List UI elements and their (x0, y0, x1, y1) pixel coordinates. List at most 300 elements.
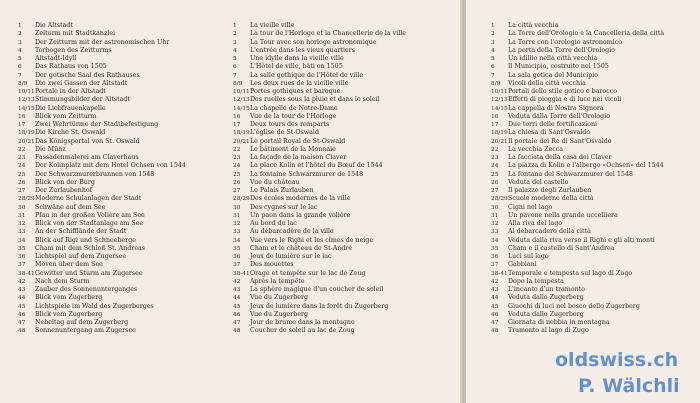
caption-text: La porta della Torre dell'Orologio (508, 46, 615, 54)
caption-number: 34 (491, 237, 499, 244)
caption-number: 6 (491, 64, 495, 71)
caption-number: 37 (233, 262, 241, 269)
watermark-author: P. Wälchli (578, 375, 680, 397)
caption-item (18, 237, 186, 245)
caption-number: 22 (233, 146, 241, 153)
caption-item (18, 138, 186, 146)
caption-text: Vue vers le Righi et les cîmes de neige (250, 236, 374, 244)
caption-item (491, 154, 664, 162)
caption-item (491, 179, 664, 187)
caption-item (233, 96, 406, 104)
caption-item (18, 146, 186, 154)
caption-number: 5 (491, 56, 495, 62)
caption-text: Stimmungsbilder der Altstadt (35, 96, 130, 104)
caption-number: 43 (18, 287, 26, 293)
caption-item (18, 278, 186, 286)
caption-number: 46 (233, 311, 241, 318)
caption-number: 7 (233, 72, 237, 79)
caption-text: Vue du château (250, 178, 300, 186)
caption-number: 24 (233, 163, 241, 170)
caption-text: Blick vom Zeitturm (35, 112, 97, 120)
caption-item (491, 195, 664, 203)
caption-item (491, 171, 664, 179)
caption-item (18, 253, 186, 261)
caption-text: La città vecchia (508, 22, 559, 29)
caption-item (491, 212, 664, 220)
caption-number: 18/19 (233, 130, 250, 137)
caption-text: La salle gothique de l'Hôtel de ville (250, 71, 364, 79)
caption-text: La chapelle de Notre-Dame (250, 104, 338, 112)
caption-text: Gewitter und Sturm am Zugersee (35, 269, 143, 277)
caption-item (491, 245, 664, 253)
caption-number: 42 (491, 278, 499, 285)
caption-item (233, 220, 406, 228)
caption-number: 12/13 (18, 97, 35, 104)
caption-item (233, 261, 406, 269)
caption-item (233, 30, 406, 38)
caption-number: 31 (491, 212, 499, 219)
caption-item (18, 39, 186, 47)
caption-number: 30 (18, 204, 26, 211)
caption-number: 24 (18, 163, 26, 170)
caption-item (233, 204, 406, 212)
caption-text: Cham e il castello di Sant'Andrea (508, 244, 615, 252)
caption-item (18, 154, 186, 162)
german-captions-list (18, 22, 186, 336)
caption-text: Vue du Zugerberg (250, 310, 309, 318)
caption-text: Jeux de lumière dans la forêt du Zugerberg (250, 302, 389, 310)
caption-number: 45 (233, 303, 241, 310)
caption-item (233, 253, 406, 261)
caption-text: Moderne Schulanlagen der Stadt (35, 195, 142, 203)
caption-number: 22 (18, 146, 26, 153)
caption-number: 37 (491, 262, 499, 269)
caption-number: 42 (18, 278, 26, 285)
caption-number: 35 (18, 245, 26, 252)
caption-text: L'incanto d'un tramonto (508, 286, 585, 293)
caption-item (233, 72, 406, 80)
caption-item (491, 162, 664, 170)
caption-item (233, 212, 406, 220)
caption-text: Portale in der Altstadt (35, 88, 106, 95)
caption-number: 10/11 (18, 89, 35, 95)
caption-number: 32 (491, 221, 499, 227)
caption-item (233, 303, 406, 311)
caption-text: Un pavone nella grande uccelliera (508, 211, 618, 219)
caption-item (491, 228, 664, 236)
caption-item (18, 294, 186, 302)
watermark-site: oldswiss.ch (555, 349, 679, 371)
caption-item (491, 96, 664, 104)
caption-number: 6 (18, 64, 22, 71)
caption-item (491, 121, 664, 129)
caption-item (18, 162, 186, 170)
caption-number: 17 (491, 122, 499, 128)
caption-item (18, 105, 186, 113)
caption-text: Le Palais Zurlauben (250, 187, 314, 194)
caption-text: Cigni nel lago (508, 203, 553, 211)
caption-number: 25 (18, 171, 26, 178)
caption-number: 7 (18, 72, 22, 79)
caption-item (233, 311, 406, 319)
caption-number: 5 (233, 56, 237, 62)
caption-text: Lichtspiel auf dem Zugersee (35, 253, 127, 260)
caption-number: 38-41 (233, 270, 250, 277)
caption-number: 36 (233, 254, 241, 260)
caption-text: Der Zurlaubenhof (35, 187, 93, 194)
caption-text: Luci sul lago (508, 253, 549, 260)
caption-text: Au débarcadère de la ville (250, 228, 334, 236)
caption-item (491, 220, 664, 228)
caption-number: 46 (491, 311, 499, 318)
caption-number: 23 (18, 155, 26, 161)
caption-number: 10/11 (233, 89, 250, 95)
caption-text: An der Schifflände der Stadt (35, 228, 127, 236)
caption-text: Zauber des Sonnenunterganges (35, 286, 138, 293)
caption-text: Veduta del castello (508, 178, 569, 186)
caption-item (233, 138, 406, 146)
caption-number: 2 (18, 31, 22, 38)
caption-number: 4 (18, 47, 22, 54)
caption-text: Der Zeitturm mit der astronomischen Uhr (35, 38, 170, 46)
caption-item (18, 319, 186, 327)
caption-number: 44 (18, 295, 26, 302)
caption-item (491, 105, 664, 113)
caption-number: 17 (233, 122, 241, 128)
caption-text: Effetti di pioggia e di luce nei vicoli (508, 96, 622, 104)
caption-number: 1 (491, 23, 495, 29)
caption-item (18, 72, 186, 80)
caption-number: 31 (18, 212, 26, 219)
caption-item (491, 72, 664, 80)
caption-item (233, 113, 406, 121)
caption-number: 14/15 (233, 105, 250, 112)
caption-number: 3 (233, 39, 237, 46)
caption-text: Nebeltag auf dem Zugerberg (35, 319, 129, 326)
caption-text: La Torre con l'orologio astronomico (508, 38, 623, 46)
caption-item (18, 303, 186, 311)
caption-number: 16 (18, 113, 26, 120)
caption-text: Un idillio nella città vecchia (508, 55, 598, 62)
caption-number: 42 (233, 278, 241, 285)
caption-item (491, 39, 664, 47)
caption-number: 10/11 (491, 89, 508, 95)
caption-text: Das Königsportal von St. Oswald (35, 137, 140, 145)
caption-number: 36 (18, 254, 26, 260)
caption-text: Gabbiani (508, 261, 537, 269)
caption-text: Giornata di nebbia in montagna (508, 319, 610, 326)
caption-text: Tramonto al lago di Zugo (508, 327, 589, 335)
caption-number: 36 (491, 254, 499, 260)
caption-text: Torbogen des Zeitturms (35, 46, 112, 54)
french-captions-list (233, 22, 406, 336)
caption-text: Veduta dalla Torre dell'Orologio (508, 112, 611, 120)
caption-number: 1 (18, 23, 22, 29)
caption-number: 4 (233, 47, 237, 54)
caption-item (491, 88, 664, 96)
caption-number: 20/21 (18, 138, 35, 145)
caption-number: 46 (18, 311, 26, 318)
caption-text: L'entrée dans les vieux quartiers (250, 46, 356, 54)
caption-text: Blick von der Stadtanlage am See (35, 220, 144, 227)
caption-text: Il portale dei Re di Sant'Osvaldo (508, 137, 612, 145)
caption-item (18, 228, 186, 236)
caption-item (18, 311, 186, 319)
caption-item (491, 113, 664, 121)
caption-item (233, 47, 406, 55)
caption-item (233, 319, 406, 327)
caption-text: Vue de la tour de l'Horloge (250, 112, 337, 120)
caption-number: 37 (18, 262, 26, 269)
caption-item (18, 187, 186, 195)
caption-item (18, 220, 186, 228)
caption-number: 38-41 (491, 270, 508, 277)
caption-number: 22 (491, 146, 499, 153)
caption-number: 47 (233, 320, 241, 326)
italian-captions-list (491, 22, 664, 336)
caption-text: La vieille ville (250, 22, 295, 29)
caption-text: La fontaine Schwarzmurer de 1548 (250, 170, 364, 178)
caption-number: 27 (491, 188, 499, 194)
caption-number: 23 (491, 155, 499, 161)
caption-text: Lichtspiele im Wald des Zugerberges (35, 302, 154, 310)
caption-item (18, 261, 186, 269)
caption-number: 8/9 (491, 80, 501, 87)
caption-text: La tour de l'Horloge et la Chancellerie de la ville (250, 30, 407, 38)
caption-item (18, 212, 186, 220)
caption-number: 28/29 (491, 196, 508, 203)
caption-item (233, 195, 406, 203)
caption-number: 44 (233, 295, 241, 302)
caption-item (491, 319, 664, 327)
caption-number: 24 (491, 163, 499, 170)
caption-item (18, 204, 186, 212)
caption-number: 31 (233, 212, 241, 219)
caption-text: Der gotische Saal des Rathauses (35, 71, 140, 79)
caption-number: 28/29 (18, 196, 35, 203)
caption-item (233, 270, 406, 278)
caption-text: Fassadenmalerei am Claverhaus (35, 154, 139, 161)
caption-item (18, 179, 186, 187)
caption-number: 14/15 (491, 105, 508, 112)
caption-number: 8/9 (18, 80, 28, 87)
caption-number: 25 (491, 171, 499, 178)
caption-number: 26 (491, 179, 499, 186)
caption-text: Blick vom Zugerberg (35, 310, 103, 318)
caption-item (18, 245, 186, 253)
caption-text: La sphère magique d'un coucher de soleil (250, 286, 384, 293)
caption-number: 48 (18, 328, 26, 335)
caption-text: Coucher de soleil au lac de Zoug (250, 327, 355, 335)
caption-text: La Torre dell'Orologio e la Cancelleria della città (508, 30, 665, 38)
caption-number: 33 (233, 229, 241, 236)
caption-text: Blick von der Burg (35, 178, 95, 186)
caption-number: 35 (491, 245, 499, 252)
caption-number: 8/9 (233, 80, 243, 87)
caption-number: 34 (18, 237, 26, 244)
caption-text: Veduta dallo Zugerberg (508, 310, 584, 318)
caption-text: Vue du Zugerberg (250, 294, 309, 302)
caption-text: Deux tours des remparts (250, 121, 330, 128)
caption-text: Le portail Royal de St-Oswald (250, 137, 346, 145)
caption-text: La facciata della casa dei Claver (508, 154, 612, 161)
caption-text: Blick auf Rigi und Schneeberge (35, 236, 137, 244)
caption-number: 45 (491, 303, 499, 310)
caption-text: L'Hôtel de ville, bâti en 1505 (250, 63, 343, 71)
caption-number: 43 (233, 287, 241, 293)
caption-text: Blick vom Zugerberg (35, 294, 103, 302)
caption-text: La fontana del Schwarzmurer del 1548 (508, 170, 633, 178)
caption-text: Vicoli della città vecchia (508, 79, 586, 87)
caption-item (491, 138, 664, 146)
caption-text: La chiesa di Sant'Osvaldo (508, 129, 591, 137)
caption-number: 2 (233, 31, 237, 38)
caption-number: 18/19 (18, 130, 35, 137)
caption-number: 26 (18, 179, 26, 186)
caption-item (491, 63, 664, 71)
caption-text: Cham et le château de St-André (250, 244, 353, 252)
caption-text: Die Kirche St. Oswald (35, 129, 106, 137)
caption-text: Die Altstadt (35, 22, 73, 29)
caption-item (18, 63, 186, 71)
caption-text: La cappella di Nostra Signora (508, 104, 604, 112)
caption-item (233, 278, 406, 286)
caption-item (233, 39, 406, 47)
caption-number: 43 (491, 287, 499, 293)
caption-text: Dopo la tempesta (508, 277, 564, 285)
caption-item (491, 261, 664, 269)
caption-item (18, 22, 186, 30)
caption-item (18, 327, 186, 335)
caption-item (491, 286, 664, 294)
caption-item (233, 162, 406, 170)
caption-item (491, 294, 664, 302)
caption-text: Des ruelles sous la pluie et dans le soleil (250, 96, 380, 104)
caption-text: Die Münz (35, 145, 66, 153)
caption-item (18, 121, 186, 129)
caption-number: 2 (491, 31, 495, 38)
caption-text: Scuole moderne della città (508, 195, 594, 203)
caption-item (233, 55, 406, 63)
caption-number: 18/19 (491, 130, 508, 137)
caption-item (18, 47, 186, 55)
caption-item (491, 22, 664, 30)
caption-number: 34 (233, 237, 241, 244)
caption-item (233, 245, 406, 253)
caption-item (233, 63, 406, 71)
caption-item (233, 22, 406, 30)
caption-item (18, 30, 186, 38)
caption-number: 12/13 (233, 97, 250, 104)
caption-text: Veduta dallo Zugerberg (508, 294, 584, 302)
caption-text: Veduta dalla riva verso il Righi e gli alti monti (508, 236, 655, 244)
caption-text: Il palazzo degli Zurlauben (508, 187, 592, 194)
caption-item (233, 121, 406, 129)
caption-number: 33 (18, 229, 26, 236)
caption-text: Un paon dans la grande volière (250, 211, 351, 219)
caption-number: 20/21 (233, 138, 250, 145)
caption-text: Al debarcadero della città (508, 228, 591, 236)
caption-item (491, 303, 664, 311)
caption-number: 25 (233, 171, 241, 178)
caption-item (491, 30, 664, 38)
caption-text: Altstadt-Idyll (35, 55, 77, 62)
caption-text: Des mouettes (250, 261, 294, 269)
caption-number: 32 (233, 221, 241, 227)
caption-item (18, 96, 186, 104)
caption-item (233, 171, 406, 179)
caption-number: 48 (233, 328, 241, 335)
caption-text: Orage et tempête sur le lac de Zoug (250, 269, 366, 277)
caption-item (18, 113, 186, 121)
caption-number: 35 (233, 245, 241, 252)
caption-item (18, 55, 186, 63)
caption-text: Giuochi di luci nel bosco dello Zugerberg (508, 302, 640, 310)
caption-item (233, 286, 406, 294)
caption-item (233, 187, 406, 195)
caption-item (18, 80, 186, 88)
caption-item (491, 55, 664, 63)
caption-item (233, 327, 406, 335)
caption-number: 23 (233, 155, 241, 161)
caption-item (491, 253, 664, 261)
caption-item (233, 80, 406, 88)
caption-text: Au bord du lac (250, 220, 297, 227)
caption-number: 27 (18, 188, 26, 194)
caption-number: 7 (491, 72, 495, 79)
caption-text: Due torri delle fortificazioni (508, 121, 598, 128)
caption-number: 47 (18, 320, 26, 326)
caption-number: 14/15 (18, 105, 35, 112)
caption-item (233, 228, 406, 236)
caption-text: Der Schwarzmurerbrunnen von 1548 (35, 170, 155, 178)
caption-number: 27 (233, 188, 241, 194)
caption-item (491, 47, 664, 55)
caption-item (18, 195, 186, 203)
caption-text: Il Municipio, costruito nel 1505 (508, 63, 609, 71)
caption-number: 38-41 (18, 270, 35, 277)
caption-number: 16 (491, 113, 499, 120)
caption-text: La sala gotica del Municipio (508, 71, 599, 79)
caption-number: 33 (491, 229, 499, 236)
caption-item (491, 187, 664, 195)
caption-number: 48 (491, 328, 499, 335)
caption-item (491, 278, 664, 286)
caption-text: Une idylle dans la vieille ville (250, 55, 344, 62)
caption-item (491, 204, 664, 212)
caption-number: 12/13 (491, 97, 508, 104)
caption-text: Le bâtiment de la Monnaie (250, 145, 336, 153)
caption-text: Des écoles modernes de la ville (250, 195, 351, 203)
caption-text: Portali dello stile gotico e barocco (508, 88, 618, 95)
caption-number: 30 (233, 204, 241, 211)
caption-text: Sonnenuntergang am Zugersee (35, 327, 136, 335)
caption-text: Das Rathaus von 1505 (35, 63, 107, 71)
caption-item (233, 88, 406, 96)
caption-text: Die zwei Gassen der Altstadt (35, 79, 128, 87)
caption-number: 4 (491, 47, 495, 54)
caption-number: 5 (18, 56, 22, 62)
caption-text: Die Liebfrauenkapelle (35, 104, 106, 112)
caption-text: Alla riva del lago (508, 220, 563, 227)
caption-number: 47 (491, 320, 499, 326)
caption-item (491, 237, 664, 245)
caption-text: Jeux de lumière sur le lac (250, 253, 332, 260)
caption-text: La piazza di Kolin e l'albergo «Ochsen» del 1544 (508, 162, 664, 170)
caption-item (18, 171, 186, 179)
caption-item (491, 129, 664, 137)
caption-text: Après la tempête (250, 277, 305, 285)
